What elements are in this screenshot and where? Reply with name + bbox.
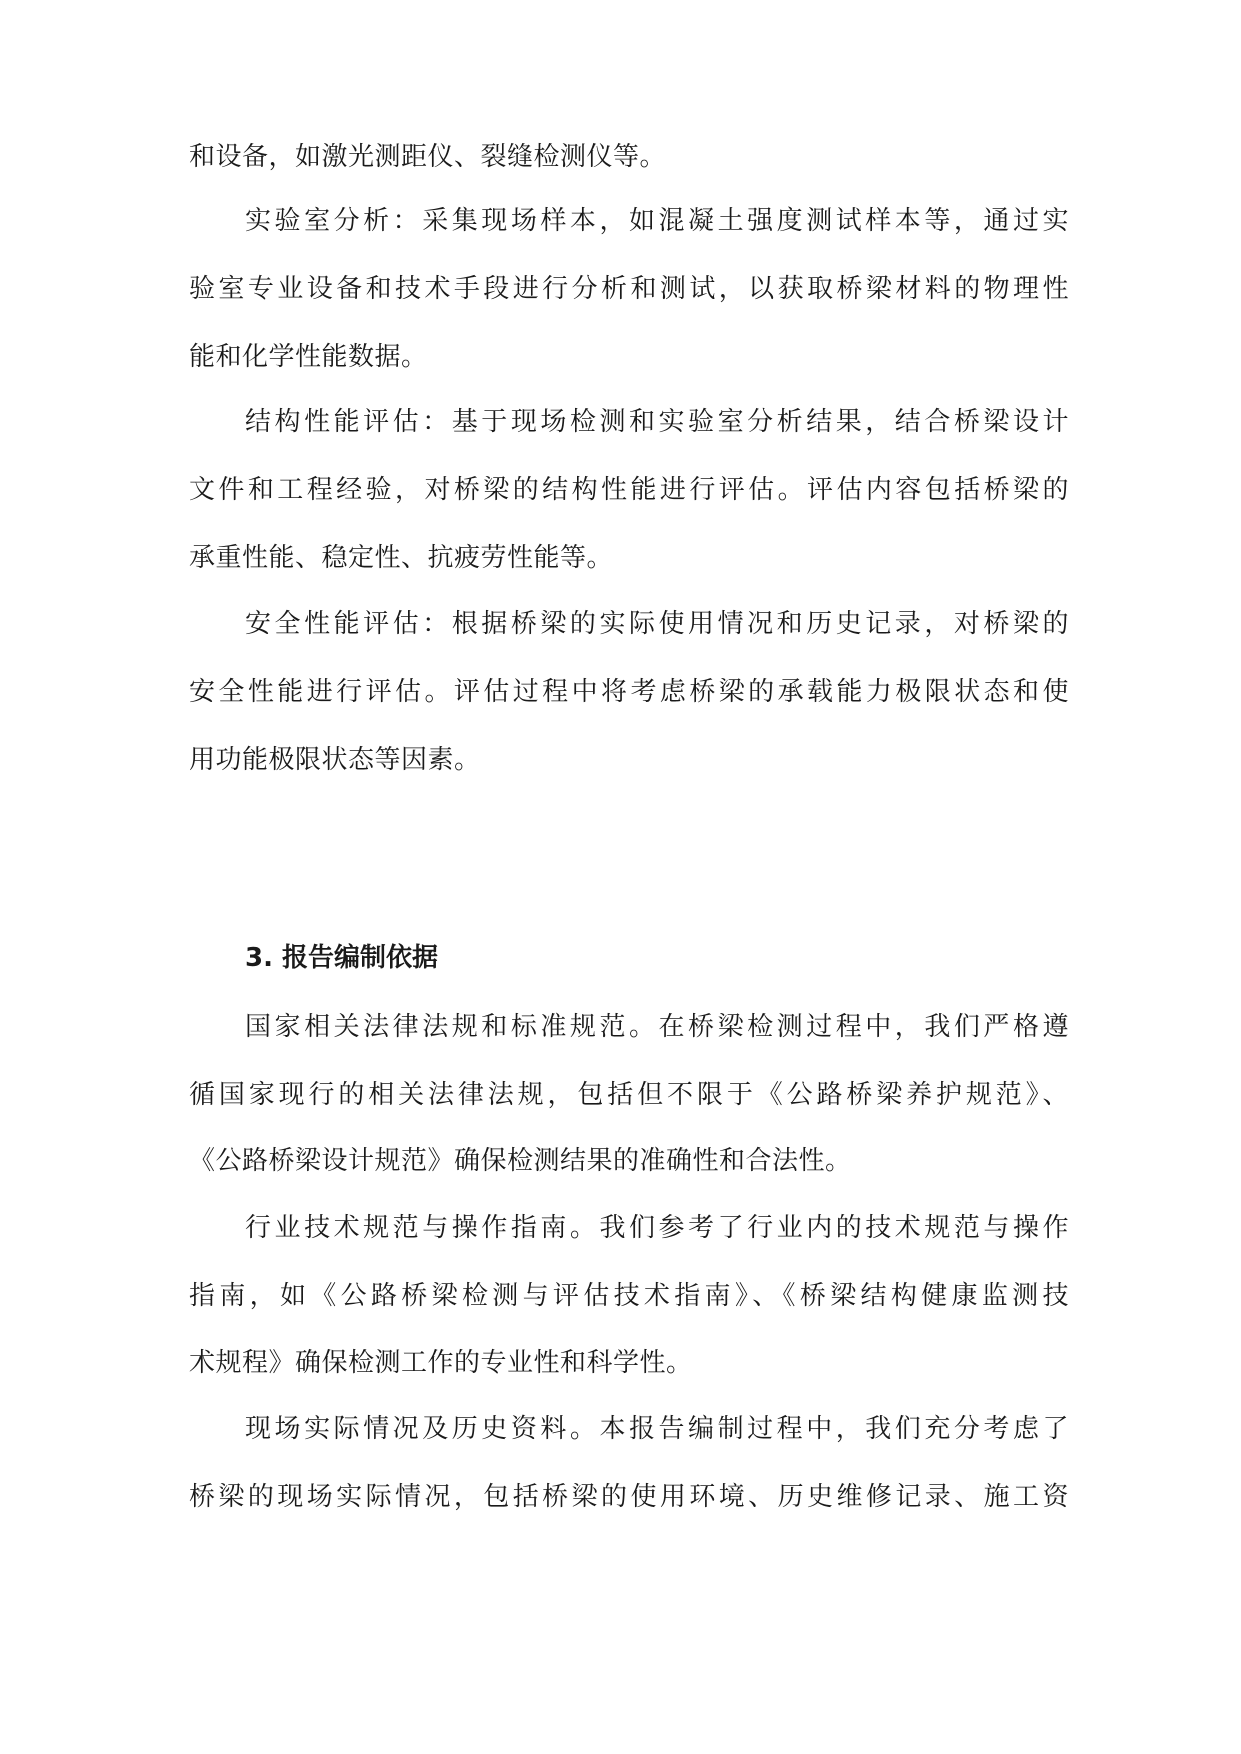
paragraph-line: 桥梁的现场实际情况，包括桥梁的使用环境、历史维修记录、施工资 (189, 1482, 1069, 1512)
paragraph-line: 指南，如《公路桥梁检测与评估技术指南》、《桥梁结构健康监测技 (189, 1281, 1069, 1311)
paragraph-line: 用功能极限状态等因素。 (189, 745, 481, 775)
paragraph-line: 结构性能评估：基于现场检测和实验室分析结果，结合桥梁设计 (245, 407, 1069, 437)
paragraph-line: 验室专业设备和技术手段进行分析和测试，以获取桥梁材料的物理性 (189, 274, 1069, 304)
paragraph-line: 行业技术规范与操作指南。我们参考了行业内的技术规范与操作 (245, 1213, 1069, 1243)
paragraph-line: 现场实际情况及历史资料。本报告编制过程中，我们充分考虑了 (245, 1414, 1069, 1444)
paragraph-line: 安全性能评估：根据桥梁的实际使用情况和历史记录，对桥梁的 (245, 609, 1069, 639)
paragraph-line: 安全性能进行评估。评估过程中将考虑桥梁的承载能力极限状态和使 (189, 677, 1069, 707)
paragraph-line: 文件和工程经验，对桥梁的结构性能进行评估。评估内容包括桥梁的 (189, 475, 1069, 505)
paragraph-line: 术规程》确保检测工作的专业性和科学性。 (189, 1348, 693, 1378)
paragraph-line: 《公路桥梁设计规范》确保检测结果的准确性和合法性。 (189, 1146, 852, 1176)
paragraph-line: 实验室分析：采集现场样本，如混凝土强度测试样本等，通过实 (245, 206, 1069, 236)
paragraph-line: 国家相关法律法规和标准规范。在桥梁检测过程中，我们严格遵 (245, 1012, 1069, 1042)
section-heading: 3. 报告编制依据 (245, 943, 439, 973)
paragraph-line: 承重性能、稳定性、抗疲劳性能等。 (189, 543, 614, 573)
paragraph-line: 能和化学性能数据。 (189, 342, 428, 372)
paragraph-line: 和设备，如激光测距仪、裂缝检测仪等。 (189, 142, 667, 172)
paragraph-line: 循国家现行的相关法律法规，包括但不限于《公路桥梁养护规范》、 (189, 1080, 1069, 1110)
